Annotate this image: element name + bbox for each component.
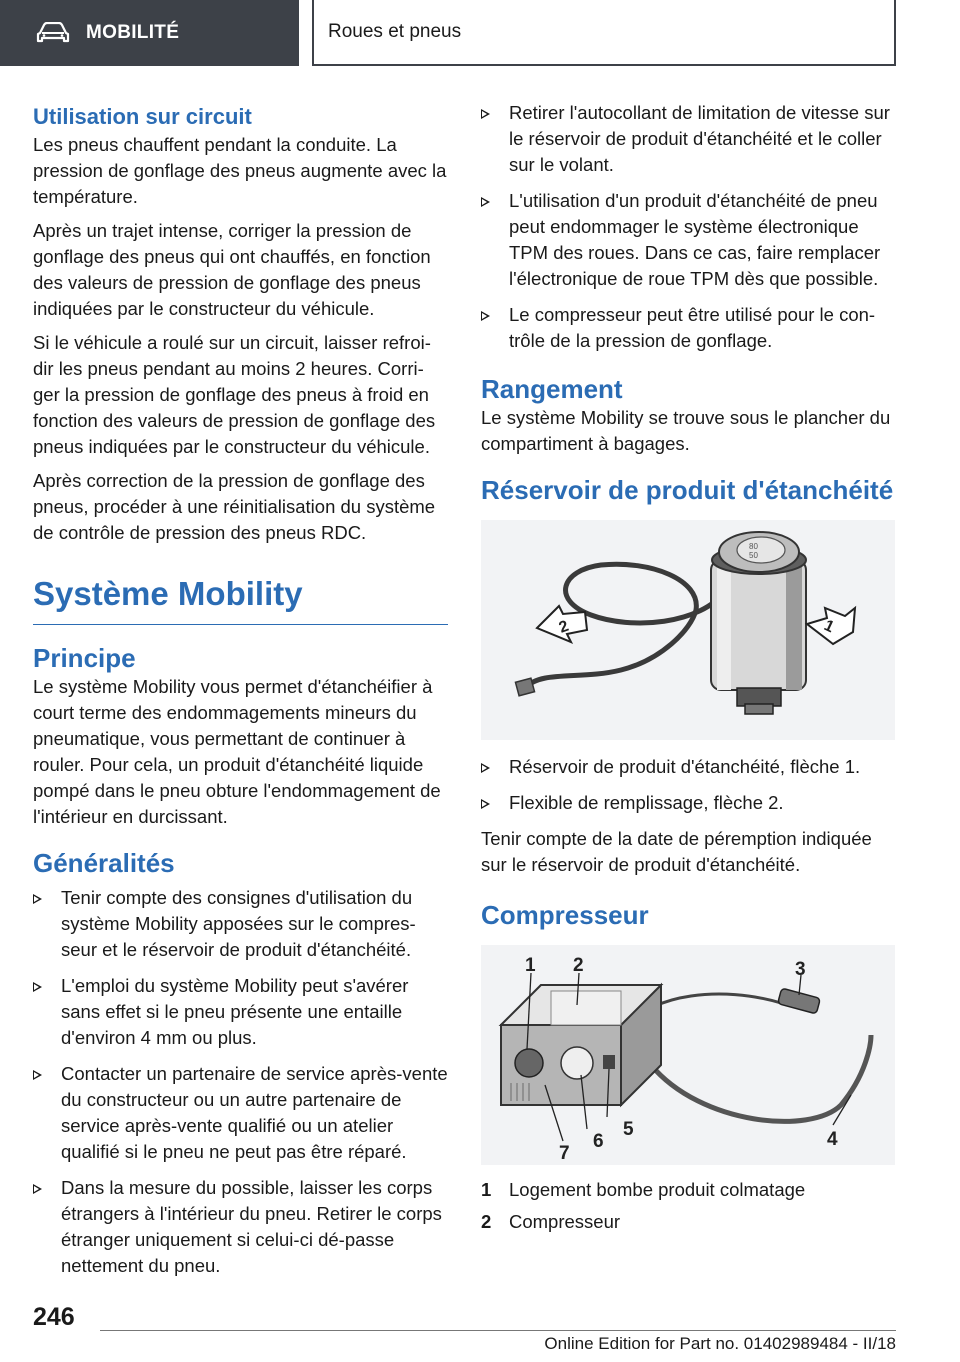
principe-heading: Principe xyxy=(33,643,136,673)
circuit-paragraph-1: Les pneus chauffent pendant la conduite. La pression de gonflage des pneus augmente avec la température. xyxy=(33,134,447,207)
footer-divider xyxy=(100,1330,896,1331)
bullet-triangle-icon xyxy=(33,894,42,904)
compresseur-heading: Compresseur xyxy=(481,900,649,930)
list-item-text: Tenir compte des consignes d'utilisation du système Mobility apposées sur le compres-seur et le réservoir de produit d'étanchéité. xyxy=(61,887,416,960)
figure-label: 5 xyxy=(623,1119,634,1140)
rangement-paragraph: Le système Mobility se trouve sous le plancher du compartiment à bagages. xyxy=(481,407,891,454)
rangement-heading: Rangement xyxy=(481,374,623,404)
list-item-text: Réservoir de produit d'étanchéité, flèche 1. xyxy=(509,756,861,777)
list-item-text: Contacter un partenaire de service après-vente du constructeur ou un autre partenaire de service après-vente qualifié ou un atelier qualifié si le pneu ne peut pas être réparé. xyxy=(61,1063,448,1162)
header-section-title: MOBILITÉ xyxy=(86,22,180,43)
arrow-1-icon xyxy=(807,608,855,644)
reservoir-heading: Réservoir de produit d'étanchéité xyxy=(481,475,894,505)
legend-number: 2 xyxy=(481,1211,492,1232)
list-item-text: Flexible de remplissage, flèche 2. xyxy=(509,792,784,813)
reservoir-paragraph: Tenir compte de la date de péremption indiquée sur le réservoir de produit d'étanchéité. xyxy=(481,828,872,875)
figure-label: 2 xyxy=(556,617,572,637)
circuit-heading: Utilisation sur circuit xyxy=(33,104,252,129)
list-item xyxy=(33,885,448,963)
compressor-figure xyxy=(481,945,895,1165)
compressor-illustration xyxy=(481,945,895,1165)
list-item xyxy=(481,754,896,780)
compressor-legend xyxy=(481,1177,896,1235)
bullet-triangle-icon xyxy=(33,1070,42,1080)
reservoir-figure xyxy=(481,520,895,740)
page-number: 246 xyxy=(33,1303,75,1331)
generalites-heading: Généralités xyxy=(33,848,175,878)
legend-text: Compresseur xyxy=(509,1211,621,1232)
list-item-text: L'emploi du système Mobility peut s'avérer sans effet si le pneu présente une entaille d'environ 4 mm ou plus. xyxy=(61,975,409,1048)
gauge-text: 50 xyxy=(749,551,758,560)
list-item-text: Dans la mesure du possible, laisser les corps étrangers à l'intérieur du pneu. Retirer le corps étranger uniquement si celui-ci dé-passe nettement du pneu. xyxy=(61,1177,442,1276)
figure-label: 3 xyxy=(795,959,806,980)
list-item xyxy=(481,302,896,354)
chapter-title: Système Mobility xyxy=(33,574,448,625)
circuit-paragraph-2: Après un trajet intense, corriger la pression de gonflage des pneus qui ont chauffés, en fonction des valeurs de pression de gonflage des pneus indiquées par le constructeur du véhicule. xyxy=(33,220,431,319)
circuit-paragraph-3: Si le véhicule a roulé sur un circuit, laisser refroi-dir les pneus pendant au moins 2 heures. Corri-ger la pression de gonflage des pneus à froid en fonction des valeurs de pression de gonflage des pneus indiquées par le constructeur du véhicule. xyxy=(33,332,436,457)
left-column xyxy=(33,100,448,1289)
list-item xyxy=(33,1061,448,1165)
legend-row xyxy=(481,1209,896,1235)
header-chapter-title: Roues et pneus xyxy=(328,21,462,42)
bullet-triangle-icon xyxy=(481,109,490,119)
figure-label: 6 xyxy=(593,1131,604,1152)
footer-edition: Online Edition for Part no. 01402989484 - II/18 xyxy=(544,1334,896,1353)
list-item-text: Retirer l'autocollant de limitation de vitesse sur le réservoir de produit d'étanchéité et le coller sur le volant. xyxy=(509,102,890,175)
principe-paragraph: Le système Mobility vous permet d'étanchéifier à court terme des endommagements mineurs du pneumatique, vous permettant de continuer à rouler. Pour cela, un produit d'étanchéité liquide pompé dans le pneu obture l'endommagement de l'intérieur en durcissant. xyxy=(33,676,441,827)
bullet-triangle-icon xyxy=(33,982,42,992)
bullet-triangle-icon xyxy=(481,763,490,773)
list-item-text: L'utilisation d'un produit d'étanchéité de pneu peut endommager le système électronique TPM des roues. Dans ce cas, faire remplacer l'électronique de roue TPM dès que possible. xyxy=(509,190,881,289)
figure-label: 2 xyxy=(573,955,584,976)
list-item xyxy=(33,973,448,1051)
figure-label: 7 xyxy=(559,1143,570,1164)
figure-label: 1 xyxy=(525,955,536,976)
gauge-text: 80 xyxy=(749,542,758,551)
car-icon xyxy=(36,22,70,44)
list-item xyxy=(481,790,896,816)
sealant-reservoir-illustration xyxy=(481,520,895,740)
reservoir-list xyxy=(481,754,896,816)
generalites-list xyxy=(33,885,448,1279)
list-item xyxy=(481,100,896,178)
legend-text: Logement bombe produit colmatage xyxy=(509,1179,806,1200)
header-chapter-tab xyxy=(312,0,896,66)
bullet-triangle-icon xyxy=(481,197,490,207)
header-section-tab xyxy=(0,0,299,66)
list-item-text: Le compresseur peut être utilisé pour le con-trôle de la pression de gonflage. xyxy=(509,304,876,351)
bullet-triangle-icon xyxy=(33,1184,42,1194)
figure-label: 4 xyxy=(827,1129,838,1150)
bullet-triangle-icon xyxy=(481,311,490,321)
circuit-paragraph-4: Après correction de la pression de gonflage des pneus, procéder à une réinitialisation du système de contrôle de pression des pneus RDC. xyxy=(33,470,436,543)
right-column xyxy=(481,100,896,1241)
legend-row xyxy=(481,1177,896,1203)
list-item xyxy=(481,188,896,292)
figure-label: 1 xyxy=(821,617,837,637)
list-item xyxy=(33,1175,448,1279)
bullet-triangle-icon xyxy=(481,799,490,809)
legend-number: 1 xyxy=(481,1179,492,1200)
top-list xyxy=(481,100,896,354)
